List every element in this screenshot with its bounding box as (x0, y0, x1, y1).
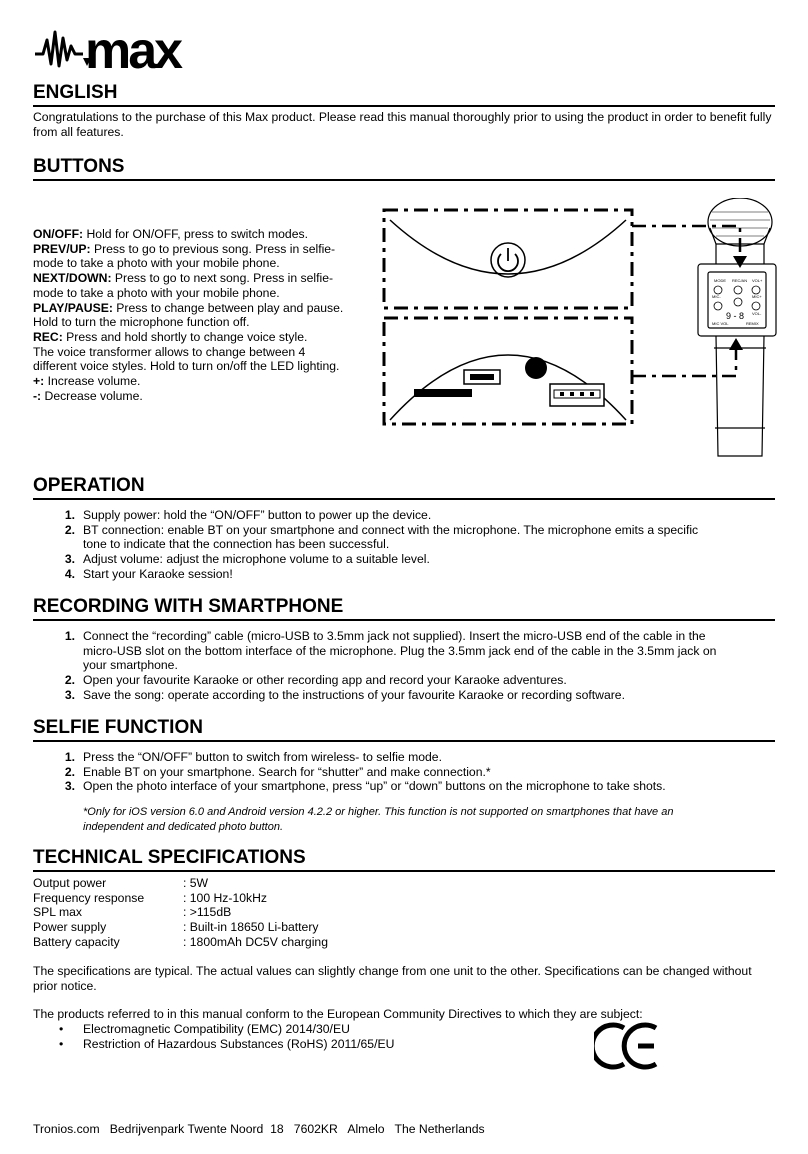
heading-recording: RECORDING WITH SMARTPHONE (33, 596, 775, 621)
button-text: The voice transformer allows to change between 4 (33, 344, 306, 359)
heading-operation: OPERATION (33, 475, 775, 500)
heading-selfie: SELFIE FUNCTION (33, 717, 775, 742)
svg-text:REMIX: REMIX (746, 321, 759, 326)
button-label: NEXT/DOWN: (33, 271, 112, 286)
svg-text:9 - 8: 9 - 8 (726, 311, 745, 321)
list-item (33, 508, 743, 523)
button-description-line (33, 389, 363, 404)
spec-value: : Built-in 18650 Li-battery (183, 920, 319, 935)
heading-english: ENGLISH (33, 82, 775, 107)
table-row (33, 891, 328, 906)
button-label: ON/OFF: (33, 227, 84, 241)
button-text: Decrease volume. (41, 388, 143, 403)
button-label: PREV/UP: (33, 241, 91, 256)
audio-jack-icon (525, 357, 547, 379)
table-row (33, 876, 328, 891)
step-text: Enable BT on your smartphone. Search for “shutter” and make connection.* (83, 764, 491, 779)
step-number: 1. (64, 629, 75, 643)
microphone-body (698, 198, 776, 456)
svg-text:VOL+: VOL+ (752, 278, 763, 283)
button-text: Press to go to previous song. Press in selfie- (90, 241, 336, 256)
step-number: 2. (64, 673, 75, 688)
microphone-diagram (380, 198, 790, 460)
step-text: Open your favourite Karaoke or other recording app and record your Karaoke adventures. (83, 673, 567, 688)
button-text: mode to take a photo with your mobile phone. (33, 285, 280, 300)
button-label: REC: (33, 329, 63, 344)
list-item (33, 765, 743, 780)
intro-paragraph: Congratulations to the purchase of this Max product. Please read this manual thoroughly prior to using the product in order to benefit fully from all features. (33, 110, 772, 139)
buttons-description (33, 227, 363, 403)
step-number: 3. (64, 687, 75, 702)
button-description-line (33, 374, 363, 389)
spec-value: : >115dB (183, 905, 232, 920)
step-text: Supply power: hold the “ON/OFF” button to power up the device. (83, 508, 432, 522)
directive-list (33, 1022, 593, 1051)
step-number: 2. (64, 522, 75, 537)
step-text: Save the song: operate according to the instructions of your favourite Karaoke or recording software. (83, 687, 625, 702)
svg-text:MIC VOL: MIC VOL (712, 321, 729, 326)
spec-table (33, 876, 328, 950)
step-number: 3. (64, 552, 75, 567)
arrow-down-icon (733, 256, 747, 268)
button-description-line (33, 301, 363, 316)
svg-text:MODE: MODE (714, 278, 726, 283)
spec-key: Frequency response (33, 890, 145, 905)
typical-note: The specifications are typical. The actual values can slightly change from one unit to the other. Specifications can be changed without prior notice. (33, 964, 752, 993)
spec-key: Power supply (33, 920, 107, 935)
button-description-line (33, 330, 363, 345)
button-text: Press and hold shortly to change voice style. (62, 329, 308, 344)
step-text: micro-USB slot on the bottom interface of the microphone. Plug the 3.5mm jack end of the cable in the 3.5mm jack on (83, 643, 717, 658)
slot-icon (414, 389, 472, 397)
footer-address: Tronios.com Bedrijvenpark Twente Noord 18 7602KR Almelo The Netherlands (33, 1122, 485, 1136)
button-description-line (33, 256, 363, 271)
button-text: Increase volume. (44, 374, 141, 389)
step-number: 2. (64, 764, 75, 779)
top-panel-curve (390, 220, 626, 274)
svg-text:MIC+: MIC+ (752, 294, 762, 299)
step-text: Start your Karaoke session! (83, 566, 233, 581)
svg-text:VOL-: VOL- (752, 311, 762, 316)
button-text: Press to change between play and pause. (112, 300, 344, 315)
table-row (33, 905, 328, 920)
connector-lines (632, 226, 740, 376)
svg-text:REC/AN: REC/AN (732, 278, 748, 283)
spec-value: : 1800mAh DC5V charging (183, 934, 328, 949)
spec-value: : 100 Hz-10kHz (183, 890, 267, 905)
step-text: Press the “ON/OFF” button to switch from wireless- to selfie mode. (83, 750, 442, 764)
step-number: 3. (64, 779, 75, 794)
button-label: -: (33, 388, 42, 403)
recording-steps (33, 629, 743, 703)
button-label: +: (33, 374, 45, 389)
step-number: 1. (64, 750, 75, 764)
list-item (33, 750, 743, 765)
control-panel (712, 278, 763, 326)
button-description-line (33, 286, 363, 301)
button-text: mode to take a photo with your mobile phone. (33, 256, 280, 271)
button-description-line (33, 227, 363, 242)
list-item (33, 567, 743, 582)
usb-port-icon (550, 384, 604, 406)
button-text: Press to go to next song. Press in selfie- (111, 271, 334, 286)
button-label: PLAY/PAUSE: (33, 300, 113, 315)
heading-specs: TECHNICAL SPECIFICATIONS (33, 847, 775, 872)
list-item (33, 688, 743, 703)
list-item (33, 629, 743, 673)
button-description-line (33, 271, 363, 286)
button-text: Hold for ON/OFF, press to switch modes. (83, 227, 308, 241)
list-item: • Restriction of Hazardous Substances (RoHS) 2011/65/EU (33, 1037, 593, 1052)
svg-text:MIC-: MIC- (712, 294, 721, 299)
microphone-grille (710, 212, 770, 236)
table-row (33, 935, 328, 950)
selfie-note: *Only for iOS version 6.0 and Android version 4.2.2 or higher. This function is not supported on smartphones that have an independent and dedicated photo button. (83, 806, 674, 833)
button-description-line (33, 345, 363, 360)
spec-key: Battery capacity (33, 934, 120, 949)
logo-text: max (85, 22, 181, 74)
step-text: Adjust volume: adjust the microphone volume to a suitable level. (83, 552, 430, 567)
power-icon (491, 243, 525, 277)
button-text: Hold to turn the microphone function off. (33, 315, 250, 330)
button-text: different voice styles. Hold to turn on/off the LED lighting. (33, 359, 340, 374)
step-text: your smartphone. (83, 658, 178, 673)
step-number: 1. (64, 508, 75, 522)
max-logo (33, 18, 233, 74)
ce-mark-icon (594, 1022, 660, 1070)
button-description-line (33, 315, 363, 330)
step-number: 4. (64, 566, 75, 581)
spec-key: SPL max (33, 905, 82, 920)
bottom-panel (384, 318, 632, 424)
step-text: Connect the “recording” cable (micro-USB to 3.5mm jack not supplied). Insert the micro-USB end of the cable in the (83, 629, 706, 643)
micro-usb-icon (464, 370, 500, 384)
spec-key: Output power (33, 876, 107, 890)
list-item (33, 523, 743, 552)
step-text: BT connection: enable BT on your smartphone and connect with the microphone. The microphone emits a specific (83, 522, 699, 537)
selfie-steps (33, 750, 743, 794)
list-item (33, 673, 743, 688)
table-row (33, 920, 328, 935)
button-description-line (33, 359, 363, 374)
spec-value: : 5W (183, 876, 209, 890)
list-item: • Electromagnetic Compatibility (EMC) 2014/30/EU (33, 1022, 593, 1037)
heading-buttons: BUTTONS (33, 156, 775, 181)
step-text: tone to indicate that the connection has been successful. (83, 537, 390, 552)
list-item (33, 552, 743, 567)
button-description-line (33, 242, 363, 257)
list-item (33, 779, 743, 794)
conform-note: The products referred to in this manual conform to the European Community Directives to which they are subject: (33, 1007, 643, 1021)
step-text: Open the photo interface of your smartphone, press “up” or “down” buttons on the microphone to take shots. (83, 779, 666, 794)
operation-steps (33, 508, 743, 582)
